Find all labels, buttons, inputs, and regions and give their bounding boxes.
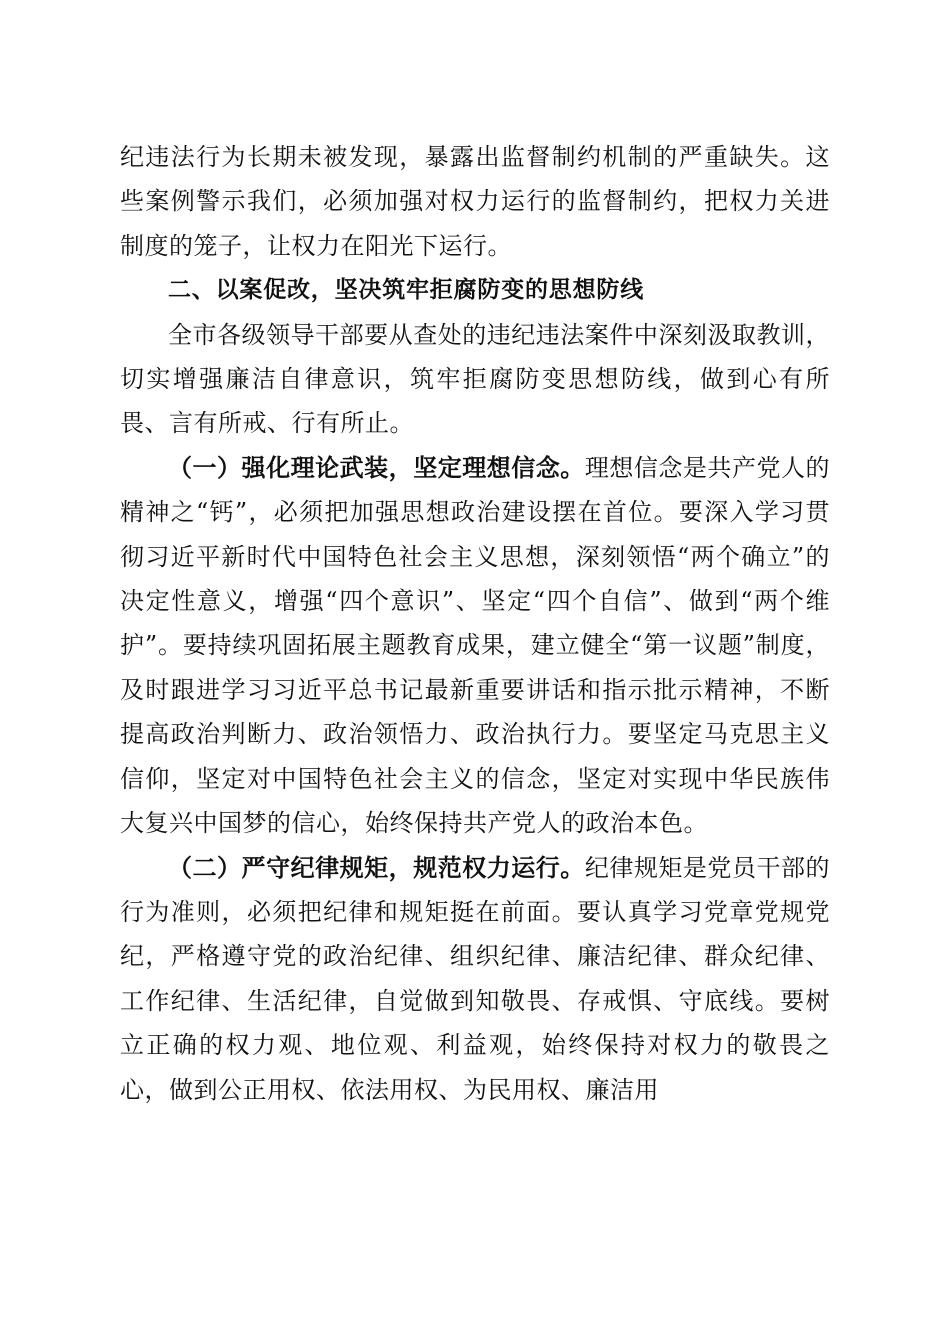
subsection-2-lead: （二）严守纪律规矩，规范权力运行。 (168, 852, 585, 882)
continuation-paragraph: 纪违法行为长期未被发现，暴露出监督制约机制的严重缺失。这些案例警示我们，必须加强对权力运行的监督制约，把权力关进制度的笼子，让权力在阳光下运行。 (120, 143, 830, 260)
subsection-2-paragraph (120, 846, 830, 1112)
subsection-2-body: 纪律规矩是党员干部的行为准则，必须把纪律和规矩挺在前面。要认真学习党章党规党纪，严格遵守党的政治纪律、组织纪律、廉洁纪律、群众纪律、工作纪律、生活纪律，自觉做到知敬畏、存戒惧、守底线。要树立正确的权力观、地位观、利益观，始终保持对权力的敬畏之心，做到公正用权、依法用权、为民用权、廉洁用 (120, 853, 831, 1104)
subsection-1-lead: （一）强化理论武装，坚定理想信念。 (168, 452, 585, 482)
subsection-1-paragraph (120, 446, 830, 846)
document-body (120, 135, 830, 1112)
subsection-1-body: 理想信念是共产党人的精神之“钙”，必须把加强思想政治建设摆在首位。要深入学习贯彻习近平新时代中国特色社会主义思想，深刻领悟“两个确立”的决定性意义，增强“四个意识”、坚定“四个自信”、做到“两个维护”。要持续巩固拓展主题教育成果，建立健全“第一议题”制度，及时跟进学习习近平总书记最新重要讲话和指示批示精神，不断提高政治判断力、政治领悟力、政治执行力。要坚定马克思主义信仰，坚定对中国特色社会主义的信念，坚定对实现中华民族伟大复兴中国梦的信心，始终保持共产党人的政治本色。 (120, 453, 831, 838)
section-heading: 二、以案促改，坚决筑牢拒腐防变的思想防线 (168, 277, 644, 304)
section-intro-paragraph: 全市各级领导干部要从查处的违纪违法案件中深刻汲取教训，切实增强廉洁自律意识，筑牢拒腐防变思想防线，做到心有所畏、言有所戒、行有所止。 (120, 320, 830, 438)
